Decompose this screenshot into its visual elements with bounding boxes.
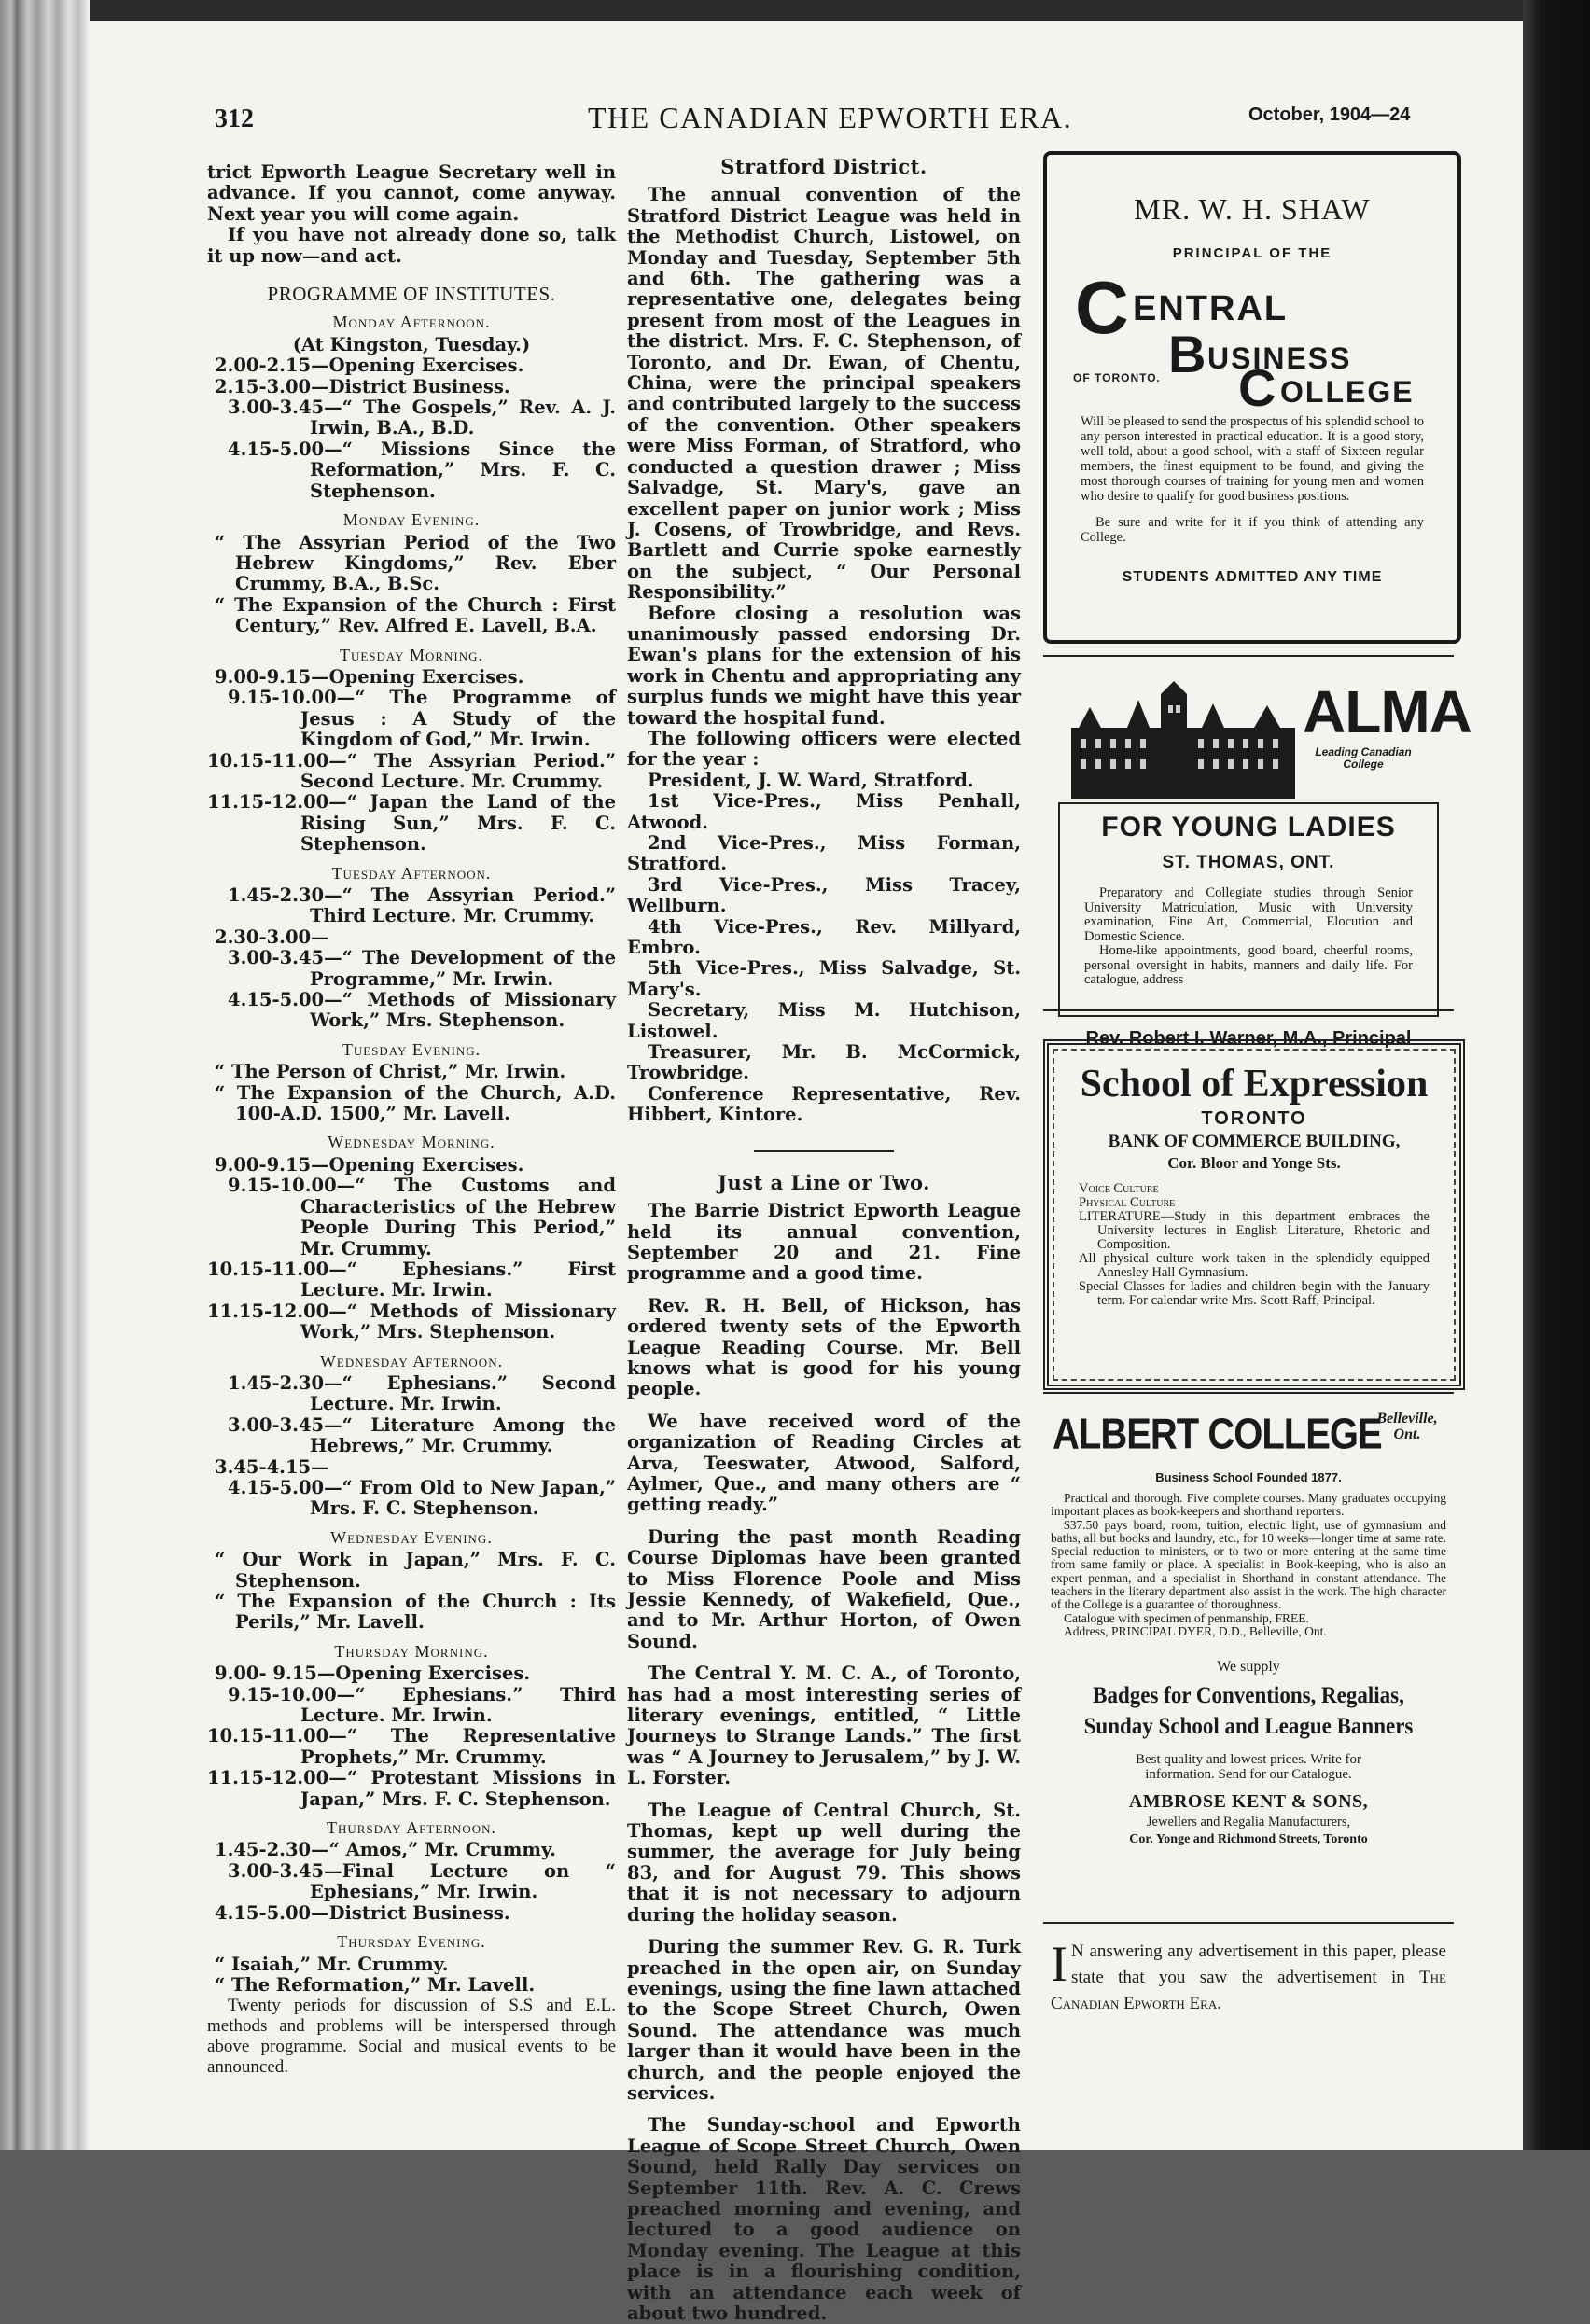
intro-paragraph: trict Epworth League Secretary well in advance. If you cannot, come anyway. Next year you will come again. — [207, 161, 616, 225]
session-heading: Wednesday Evening. — [330, 1527, 493, 1547]
ad-expression-corner: Cor. Bloor and Yonge Sts. — [1167, 1154, 1341, 1172]
section-heading-stratford: Stratford District. — [720, 155, 928, 178]
news-paragraph: Rev. R. H. Bell, of Hickson, has ordered twenty sets of the Epworth League Reading Course. Mr. Bell knows what is good for his young people. — [627, 1294, 1021, 1400]
session-heading: Wednesday Afternoon. — [319, 1351, 504, 1371]
session-note: (At Kingston, Tuesday.) — [292, 333, 531, 355]
programme-item: 3.45-4.15— — [215, 1455, 329, 1478]
ad-alma-body: Preparatory and Collegiate studies through Senior University Matriculation, Music with University examination, Fine Art, Commercial, Elocution and Domestic Science. — [1084, 885, 1413, 944]
logo-letter: C — [1075, 266, 1129, 349]
ad-kent-we-supply: We supply — [1217, 1659, 1280, 1676]
ad-kent-corner: Cor. Yonge and Richmond Streets, Toronto — [1129, 1832, 1368, 1847]
ad-kent-jewellers: Jewellers and Regalia Manufacturers, — [1146, 1815, 1351, 1830]
programme-item: 3.00-3.45—“ The Development of the Programme,” Mr. Irwin. — [228, 947, 616, 990]
officer-line: Secretary, Miss M. Hutchison, Listowel. — [627, 999, 1021, 1042]
advertising-notice — [1043, 1922, 1454, 2092]
officer-line: 3rd Vice-Pres., Miss Tracey, Wellburn. — [627, 873, 1021, 917]
programme-item: 1.45-2.30—“ Amos,” Mr. Crummy. — [215, 1839, 556, 1861]
programme-item: 3.00-3.45—Final Lecture on “ Ephesians,” Mr. Irwin. — [228, 1859, 616, 1903]
programme-item: 11.15-12.00—“ Methods of Missionary Work,” Mrs. Stephenson. — [207, 1300, 616, 1343]
session-heading: Wednesday Morning. — [328, 1133, 495, 1152]
ad-alma-location: ST. THOMAS, ONT. — [1162, 853, 1335, 872]
ad-school-of-expression — [1043, 1039, 1465, 1390]
officer-line: Conference Representative, Rev. Hibbert, Kintore. — [627, 1082, 1021, 1126]
page-title: THE CANADIAN EPWORTH ERA. — [588, 101, 1073, 134]
session-heading: Tuesday Afternoon. — [331, 863, 492, 883]
logo-word: OLLEGE — [1280, 375, 1415, 409]
ad-albert-body: Address, PRINCIPAL DYER, D.D., Belleville, Ont. — [1064, 1623, 1327, 1638]
programme-item: “ Our Work in Japan,” Mrs. F. C. Stephenson. — [215, 1549, 616, 1592]
book-binding — [0, 0, 90, 2150]
scan-dark-edge — [1523, 0, 1590, 2150]
ad-central-business-college — [1043, 151, 1461, 644]
news-paragraph: During the past month Reading Course Diplomas have been granted to Miss Florence Poole and Miss Jessie Kennedy, of Wakefield, Que., and to Mr. Arthur Horton, of Owen Sound. — [627, 1525, 1021, 1652]
ad-shaw-body: Will be pleased to send the prospectus of his splendid school to any person interested in practical education. It is a good story, well told, about a good school, with a staff of Sixteen regular members, the finest equipment to be found, and giving the most thorough courses of training for young men and women who desire to qualify for good business positions. — [1081, 414, 1424, 504]
top-band — [0, 0, 1590, 21]
news-paragraph: During the summer Rev. G. R. Turk preached in the open air, on Sunday evenings, using the fine lawn attached to the Scope Street Church, Owen Sound. The attendance was much larger than it would have been in the church, and the people enjoyed the services. — [627, 1936, 1021, 2104]
page-number: 312 — [215, 104, 254, 133]
news-paragraph: The Barrie District Epworth League held its annual convention, September 20 and 21. Fine programme and a good time. — [627, 1200, 1021, 1285]
ad-albert-subtitle: Business School Founded 1877. — [1155, 1470, 1342, 1484]
officer-line: 2nd Vice-Pres., Miss Forman, Stratford. — [627, 832, 1021, 875]
programme-item: “ The Assyrian Period of the Two Hebrew Kingdoms,” Rev. Eber Crummy, B.A., B.Sc. — [215, 531, 616, 595]
programme-item: 10.15-11.00—“ The Assyrian Period.” Second Lecture. Mr. Crummy. — [207, 749, 616, 792]
column-programme — [207, 162, 616, 2078]
notice-paper-name: The Canadian Epworth Era. — [1051, 1968, 1446, 2013]
ad-expression-city: TORONTO — [1201, 1108, 1307, 1129]
column-news — [627, 155, 1021, 2324]
officer-line: 1st Vice-Pres., Miss Penhall, Atwood. — [627, 790, 1021, 833]
ad-shaw-students: STUDENTS ADMITTED ANY TIME — [1122, 569, 1383, 585]
programme-item: 10.15-11.00—“ The Representative Prophets,” Mr. Crummy. — [207, 1725, 616, 1768]
programme-item: 9.00-9.15—Opening Exercises. — [215, 1153, 524, 1176]
programme-item: “ The Reformation,” Mr. Lavell. — [215, 1973, 536, 1996]
programme-item: 10.15-11.00—“ Ephesians.” First Lecture. Mr. Irwin. — [207, 1258, 616, 1301]
intro-paragraph: If you have not already done so, talk it up now—and act. — [207, 224, 616, 267]
programme-item: 9.00-9.15—Opening Exercises. — [215, 665, 524, 688]
logo-letter: C — [1238, 358, 1276, 417]
ad-expression-title: School of Expression — [1080, 1063, 1429, 1106]
officer-line: President, J. W. Ward, Stratford. — [648, 769, 974, 791]
ad-albert-location: Belleville, Ont. — [1376, 1411, 1438, 1442]
ad-alma-principal: Rev. Robert I. Warner, M.A., Principal — [1085, 1028, 1412, 1049]
logo-of-toronto: OF TORONTO. — [1073, 371, 1161, 384]
programme-item: 4.15-5.00—“ Missions Since the Reformation,” Mrs. F. C. Stephenson. — [228, 438, 616, 502]
session-heading: Thursday Morning. — [334, 1641, 489, 1661]
officer-line: 4th Vice-Pres., Rev. Millyard, Embro. — [627, 915, 1021, 959]
session-heading: Tuesday Morning. — [339, 645, 484, 664]
ad-alma-name: ALMA — [1303, 678, 1471, 745]
officer-line: 5th Vice-Pres., Miss Salvadge, St. Mary's. — [627, 957, 1021, 1000]
logo-letter: B — [1168, 325, 1206, 383]
programme-item: “ The Expansion of the Church : First Century,” Rev. Alfred E. Lavell, B.A. — [215, 593, 616, 637]
programme-footnote: Twenty periods for discussion of S.S and E.L. methods and problems will be interspersed through above programme. Social and musical events to be announced. — [207, 1996, 616, 2078]
ad-alma-for-young-ladies: FOR YOUNG LADIES — [1101, 812, 1396, 842]
ad-expression-course: Physical Culture — [1079, 1195, 1176, 1210]
stratford-paragraph: The following officers were elected for the year : — [627, 727, 1021, 771]
issue-date: October, 1904—24 — [1248, 104, 1411, 125]
ad-cbc-logo — [1047, 261, 1458, 417]
ad-expression-note: Special Classes for ladies and children begin with the January term. For calendar write Mrs. Scott-Raff, Principal. — [1079, 1279, 1430, 1308]
programme-item: “ The Expansion of the Church : Its Perils,” Mr. Lavell. — [215, 1591, 616, 1634]
programme-item: 4.15-5.00—“ Methods of Missionary Work,” Mrs. Stephenson. — [228, 989, 616, 1032]
ad-shaw-name: MR. W. H. SHAW — [1134, 192, 1371, 226]
session-heading: Thursday Afternoon. — [327, 1818, 496, 1838]
ad-expression-course: Voice Culture — [1079, 1181, 1159, 1196]
news-paragraph: The Central Y. M. C. A., of Toronto, has had a most interesting series of literary evenings, entitled, “ Little Journeys to Strange Lands.” The first was “ A Journey to Jerusalem,” by J. W. L. Forster. — [627, 1663, 1021, 1789]
programme-item: 1.45-2.30—“ Ephesians.” Second Lecture. Mr. Irwin. — [228, 1371, 616, 1415]
ad-expression-note: All physical culture work taken in the splendidly equipped Annesley Hall Gymnasium. — [1079, 1251, 1430, 1280]
ad-expression-course: LITERATURE—Study in this department embraces the University lectures in English Literature, Rhetoric and Composition. — [1079, 1209, 1430, 1252]
ad-kent-name: AMBROSE KENT & SONS, — [1128, 1791, 1369, 1813]
ad-albert-body: $37.50 pays board, room, tuition, electric light, use of gymnasium and baths, all but books and laundry, etc., for 10 weeks—longer time at same rate. Special reduction to ministers, or to two or more entering at the same time from same family or place. A specialist in Book-keeping, who is also an expert penman, and a specialist in Shorthand in constant attendance. The teachers in the literary department also assist in the work. The high character of the College is a guarantee of thoroughness. — [1051, 1517, 1446, 1612]
programme-item: 4.15-5.00—“ From Old to New Japan,” Mrs. F. C. Stephenson. — [228, 1476, 616, 1520]
ad-alma-body: Home-like appointments, good board, cheerful rooms, personal oversight in habits, manners and daily life. For catalogue, address — [1084, 943, 1413, 987]
programme-item: “ The Person of Christ,” Mr. Irwin. — [215, 1061, 566, 1083]
programme-item: “ Isaiah,” Mr. Crummy. — [215, 1953, 449, 1975]
session-heading: Monday Evening. — [342, 510, 481, 530]
programme-item: 3.00-3.45—“ Literature Among the Hebrews,” Mr. Crummy. — [228, 1413, 616, 1457]
logo-word: USINESS — [1207, 341, 1352, 375]
college-building-illustration — [1071, 681, 1295, 799]
ad-albert-name: ALBERT COLLEGE — [1053, 1411, 1382, 1458]
ad-albert-college — [1043, 1392, 1454, 1847]
section-divider — [754, 1150, 894, 1152]
notice-dropcap: I — [1051, 1936, 1067, 1992]
programme-item: 9.15-10.00—“ The Programme of Jesus : A Study of the Kingdom of God,” Mr. Irwin. — [228, 687, 616, 751]
notice-text: N answering any advertisement in this paper, please state that you saw the advertisement in — [1070, 1941, 1446, 1987]
programme-item: 9.15-10.00—“ Ephesians.” Third Lecture. Mr. Irwin. — [228, 1683, 616, 1727]
programme-item: 2.30-3.00— — [215, 925, 329, 948]
stratford-paragraph: The annual convention of the Stratford District League was held in the Methodist Church, Listowel, on Monday and Tuesday, September 5th and 6th. The gathering was a representative one, delegates being present from most of the Leagues in the district. Mrs. F. C. Stephenson, of Toronto, and Dr. Ewan, of Chentu, China, were the principal speakers and contributed largely to the success of the convention. Other speakers were Miss Forman, of Stratford, who conducted a question drawer ; Miss Salvadge, St. Mary's, gave an excellent paper on junior work ; Miss J. Cosens, of Trowbridge, and Revs. Bartlett and Currie spoke earnestly on the subject, “ Our Personal Responsibility.” — [627, 184, 1021, 604]
ad-kent-headline: Sunday School and League Banners — [1083, 1713, 1414, 1739]
news-paragraph: We have received word of the organization of Reading Circles at Arva, Teeswater, Atwood, Salford, Aylmer, Que., and many others are “ getting ready.” — [627, 1410, 1021, 1516]
programme-item: 1.45-2.30—“ The Assyrian Period.” Third Lecture. Mr. Crummy. — [228, 884, 616, 927]
programme-item: 4.15-5.00—District Business. — [215, 1901, 510, 1924]
ad-albert-body: Practical and thorough. Five complete courses. Many graduates occupying important places as book-keepers and shorthand reporters. — [1051, 1491, 1446, 1519]
programme-item: 3.00-3.45—“ The Gospels,” Rev. A. J. Irwin, B.A., B.D. — [228, 397, 616, 439]
stratford-paragraph: Before closing a resolution was unanimously passed endorsing Dr. Ewan's plans for the extension of his work in Chentu and appropriating any surplus funds we might have this year toward the hospital fund. — [627, 602, 1021, 729]
programme-item: “ The Expansion of the Church, A.D. 100-A.D. 1500,” Mr. Lavell. — [215, 1081, 616, 1125]
programme-item: 9.15-10.00—“ The Customs and Characteristics of the Hebrew People During This Period,” Mr. Crummy. — [228, 1175, 616, 1259]
ad-shaw-body: Be sure and write for it if you think of attending any College. — [1081, 515, 1424, 545]
ad-kent-best: Best quality and lowest prices. Write for information. Send for our Catalogue. — [1136, 1752, 1361, 1783]
session-heading: Tuesday Evening. — [342, 1039, 481, 1059]
session-heading: Monday Afternoon. — [332, 313, 491, 332]
officer-line: Treasurer, Mr. B. McCormick, Trowbridge. — [627, 1041, 1021, 1084]
programme-item: 9.00- 9.15—Opening Exercises. — [215, 1663, 531, 1685]
programme-item: 2.15-3.00—District Business. — [215, 375, 510, 397]
ad-expression-building: BANK OF COMMERCE BUILDING, — [1108, 1132, 1401, 1151]
session-heading: Thursday Evening. — [337, 1932, 486, 1952]
section-heading-just-a-line: Just a Line or Two. — [718, 1170, 930, 1194]
logo-word: ENTRAL — [1133, 289, 1289, 328]
ad-albert-body: Catalogue with specimen of penmanship, FREE. — [1064, 1610, 1309, 1625]
news-paragraph: The League of Central Church, St. Thomas, kept up well during the summer, the average for July being 83, and for August 79. This shows that it is not necessary to adjourn during the holiday season. — [627, 1799, 1021, 1926]
programme-item: 11.15-12.00—“ Protestant Missions in Japan,” Mrs. F. C. Stephenson. — [207, 1767, 616, 1810]
programme-heading: PROGRAMME OF INSTITUTES. — [267, 283, 556, 306]
news-paragraph: The Sunday-school and Epworth League of Scope Street Church, Owen Sound, held Rally Day services on September 11th. Rev. A. C. Crews preached morning and evening, and lectured to a good audience on Monday evening. The League at this place is in a flourishing condition, with an attendance each week of about two hundred. — [627, 2114, 1021, 2324]
programme-item: 11.15-12.00—“ Japan the Land of the Rising Sun,” Mrs. F. C. Stephenson. — [207, 791, 616, 856]
ad-kent-headline: Badges for Conventions, Regalias, — [1093, 1682, 1404, 1708]
ad-shaw-principal: PRINCIPAL OF THE — [1172, 245, 1332, 261]
programme-item: 2.00-2.15—Opening Exercises. — [215, 355, 524, 377]
ad-alma-leading: Leading Canadian College — [1315, 745, 1412, 771]
ad-alma-college — [1043, 655, 1471, 1049]
